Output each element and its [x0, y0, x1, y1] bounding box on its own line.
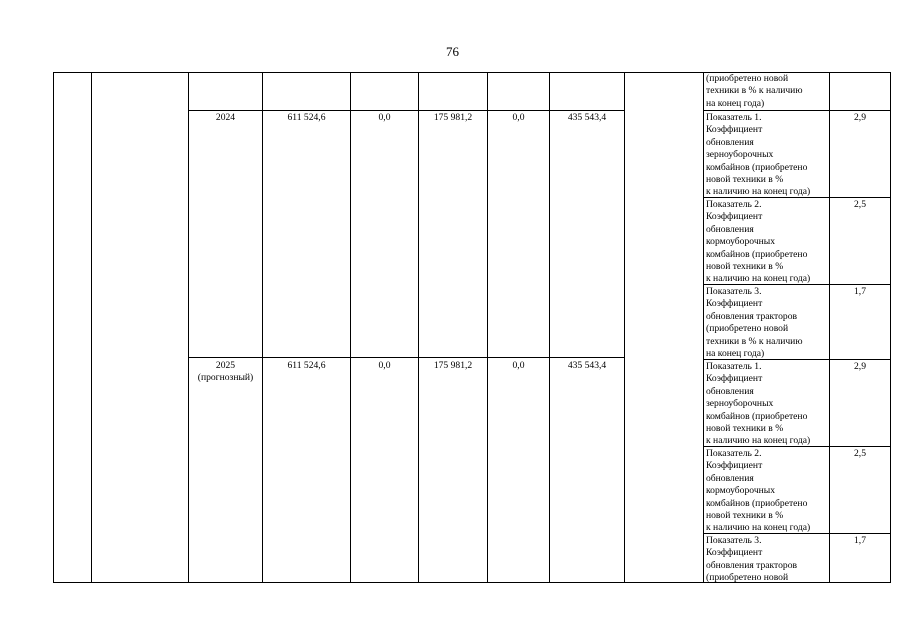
- indicator-value: 2,5: [854, 448, 866, 459]
- indicator-value: 2,9: [854, 112, 866, 123]
- indicator-text: Показатель 1. Коэффициент обновления зерноуборочных комбайнов (приобретено новой техники в % к наличию на конец года): [706, 112, 811, 198]
- value-local: 0,0: [512, 112, 525, 123]
- column-border: [703, 72, 704, 583]
- column-border: [418, 72, 419, 583]
- indicator-text: Показатель 1. Коэффициент обновления зерноуборочных комбайнов (приобретено новой техники в % к наличию на конец года): [706, 361, 811, 447]
- value-federal: 0,0: [378, 112, 391, 123]
- value-other: 435 543,4: [567, 112, 607, 123]
- value-local: 0,0: [512, 360, 525, 371]
- value-federal: 0,0: [378, 360, 391, 371]
- value-total: 611 524,6: [287, 112, 326, 123]
- value-regional: 175 981,2: [433, 112, 473, 123]
- row-separator-2024: [188, 110, 624, 111]
- column-border: [53, 72, 54, 583]
- indicator-value: 1,7: [854, 535, 866, 546]
- row-year: 2025 (прогнозный): [197, 360, 254, 384]
- value-other: 435 543,4: [567, 360, 607, 371]
- indicator-text: Показатель 2. Коэффициент обновления кормоуборочных комбайнов (приобретено новой техники в % к наличию на конец года): [706, 199, 811, 285]
- indicator-value: 2,9: [854, 361, 866, 372]
- indicator-continuation: (приобретено новой техники в % к наличию на конец года): [706, 73, 803, 109]
- indicator-text: Показатель 2. Коэффициент обновления кормоуборочных комбайнов (приобретено новой техники в % к наличию на конец года): [706, 448, 811, 534]
- indicator-text: Показатель 3. Коэффициент обновления тракторов (приобретено новой техники в % к наличию на конец года): [706, 286, 803, 360]
- indicator-value: 1,7: [854, 286, 866, 297]
- row-year: 2024: [215, 112, 236, 123]
- row-separator-2025: [188, 357, 624, 358]
- column-border: [262, 72, 263, 583]
- column-border: [91, 72, 92, 583]
- column-border: [549, 72, 550, 583]
- column-border: [487, 72, 488, 583]
- indicator-value: 2,5: [854, 199, 866, 210]
- column-border: [624, 72, 625, 583]
- column-border: [188, 72, 189, 583]
- column-border: [350, 72, 351, 583]
- page-number: 76: [446, 44, 459, 59]
- indicator-text: Показатель 3. Коэффициент обновления тракторов (приобретено новой: [706, 535, 798, 584]
- value-total: 611 524,6: [287, 360, 326, 371]
- column-border: [829, 72, 830, 583]
- value-regional: 175 981,2: [433, 360, 473, 371]
- column-border: [890, 72, 891, 583]
